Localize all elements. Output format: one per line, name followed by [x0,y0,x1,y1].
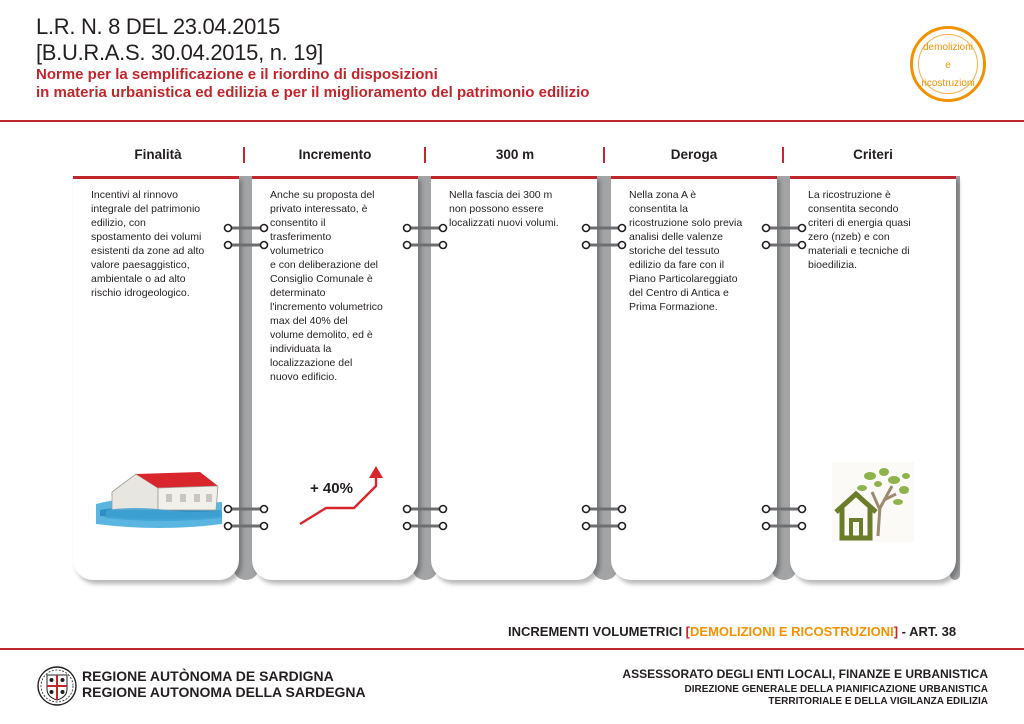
title-line-1: L.R. N. 8 DEL 23.04.2015 [36,14,280,39]
card-text-line: analisi delle valenze [629,231,723,243]
badge-line-2: ricostruzioni [921,78,975,89]
flooded-house-icon [96,466,222,528]
direzione-line-2: TERRITORIALE E DELLA VIGILANZA EDILIZIA [768,696,988,707]
card-text-line: edilizio da fare con il [629,259,725,271]
card-text-line: volumetrico [270,245,324,257]
card-text-line: Nella fascia dei 300 m [449,189,553,201]
card-text-line: criteri di energia quasi [808,217,911,229]
badge-line-1: demolizioni e [922,42,974,71]
card-text-line: edilizio, con [91,217,146,229]
card-text-line: Piano Particolareggiato [629,273,738,285]
card-text-line: consentito il [270,217,326,229]
card-text-line: individuata la [270,343,332,355]
card-text-line: La ricostruzione è [808,189,891,201]
heading-criteri: Criteri [853,147,893,162]
card-text-line: integrale del patrimonio [91,203,201,215]
footer-title [508,624,956,639]
card-text-line: materiali e tecniche di [808,245,910,257]
card-text-line: ricostruzione solo previa [629,217,743,229]
card-text-line: determinato [270,287,326,299]
card-text-line: volume demolito, ed è [270,329,373,341]
card-text-line: trasferimento [270,231,332,243]
eco-house-tree-icon [832,462,914,542]
card-text-line: storiche del tessuto [629,245,720,257]
card-text-line: Prima Formazione. [629,301,718,313]
subtitle-line-1: Norme per la semplificazione e il riordino di disposizioni [36,66,438,83]
increment-label: + 40% [310,480,353,497]
heading-finalita: Finalità [134,147,182,162]
footer-title-part: INCREMENTI VOLUMETRICI [508,624,686,639]
card-text-line: privato interessato, è [270,203,368,215]
subtitle-line-2: in materia urbanistica ed edilizia e per il miglioramento del patrimonio edilizio [36,84,590,101]
region-name-sardinian: REGIONE AUTÒNOMA DE SARDIGNA [82,668,334,684]
card-text-line: nuovo edificio. [270,371,338,383]
rising-arrow-icon [296,464,386,528]
card-text-line: valore paesaggistico, [91,259,190,271]
footer-title-part: ] [893,624,899,639]
card-text-line: non possono essere [449,203,544,215]
footer-divider [0,648,1024,650]
card-text-line: localizzati nuovi volumi. [449,217,559,229]
footer-title-part: - ART. 38 [898,624,957,639]
card-text-line: bioedilizia. [808,259,858,271]
card-text-line: e con deliberazione del [270,259,378,271]
heading-deroga: Deroga [670,147,718,162]
card-text-line: Incentivi al rinnovo [91,189,178,201]
card-text-line: Anche su proposta del [270,189,375,201]
card-text-line: spostamento dei volumi [91,231,202,243]
card-text-line: Consiglio Comunale è [270,273,373,285]
heading-300m: 300 m [495,147,535,162]
footer-title-part: [ [685,624,691,639]
card-text-line: Nella zona A è [629,189,697,201]
sardinia-crest-icon [36,665,78,707]
region-name-italian: REGIONE AUTONOMA DELLA SARDEGNA [82,684,366,700]
card-text-line: zero (nzeb) e con [808,231,890,243]
title-line-2: [B.U.R.A.S. 30.04.2015, n. 19] [36,40,323,65]
card-text-line: localizzazione del [270,357,353,369]
heading-incremento: Incremento [298,147,372,162]
card-text-line: consentita secondo [808,203,899,215]
card-text-line: del Centro di Antica e [629,287,729,299]
footer-title-part: DEMOLIZIONI E RICOSTRUZIONI [690,624,894,639]
card-text-line: l'incremento volumetrico [270,301,383,313]
card-text-line: consentita la [629,203,688,215]
card-text-line: esistenti da zone ad alto [91,245,205,257]
card-text-line: rischio idrogeologico. [91,287,190,299]
card-text-line: max del 40% del [270,315,348,327]
assessorato: ASSESSORATO DEGLI ENTI LOCALI, FINANZE E URBANISTICA [622,667,988,681]
direzione-line-1: DIREZIONE GENERALE DELLA PIANIFICAZIONE URBANISTICA [684,684,988,695]
card-text-line: ambientale o ad alto [91,273,186,285]
